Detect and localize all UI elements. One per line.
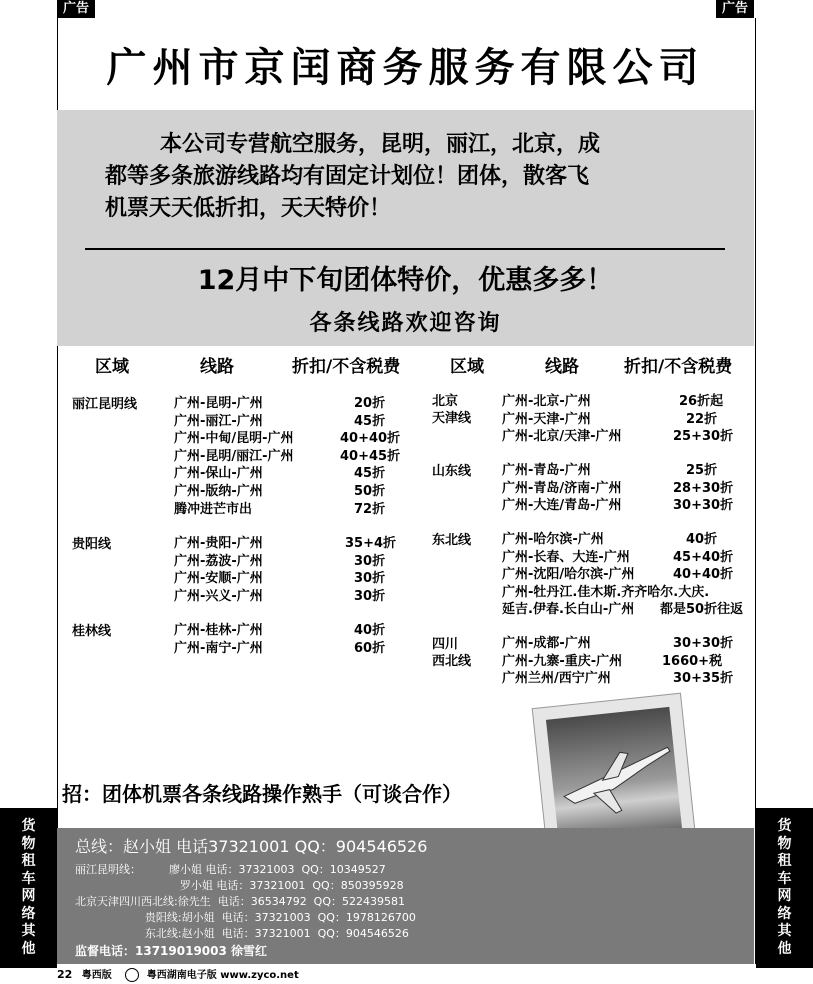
route-item: 广州-兴义-广州 — [174, 588, 263, 604]
route-item: 广州-大连/青岛-广州 — [502, 498, 622, 514]
route-price: 1660+税 — [662, 653, 723, 669]
side-char: 网 — [21, 888, 36, 904]
route-item: 广州-青岛-广州 — [502, 463, 591, 478]
intro-line-3: 机票天天低折扣，天天特价！ — [105, 195, 392, 221]
site-logo-icon — [125, 968, 139, 982]
side-char: 货 — [777, 818, 792, 834]
intro-line-2: 都等多条旅游线路均有固定计划位！团体，散客飞 — [105, 163, 590, 189]
route-price: 30折 — [354, 588, 386, 604]
side-char: 其 — [21, 923, 36, 939]
region-beijing: 北京 — [432, 394, 459, 409]
airplane-icon — [546, 707, 683, 847]
side-char: 车 — [21, 870, 36, 887]
route-item: 广州-成都-广州 — [502, 636, 591, 651]
route-item: 广州-贵阳-广州 — [174, 536, 263, 551]
page-number: 22 — [57, 968, 73, 981]
route-item: 延吉.伊春.长白山-广州 — [502, 602, 635, 618]
col-route-left: 线路 — [200, 357, 234, 377]
route-price: 50折 — [354, 484, 386, 499]
region-shandong: 山东线 — [432, 464, 472, 479]
route-item: 广州-哈尔滨-广州 — [502, 532, 604, 547]
route-item: 广州兰州/西宁广州 — [502, 671, 611, 687]
headline: 12月中下旬团体特价，优惠多多！ — [197, 265, 614, 296]
route-price: 30+30折 — [673, 498, 734, 514]
route-price: 40折 — [686, 532, 718, 547]
route-price: 20折 — [354, 396, 386, 411]
route-item: 广州-桂林-广州 — [174, 623, 263, 638]
region-guiyang: 贵阳线 — [72, 537, 112, 552]
footer — [57, 966, 299, 984]
intro-text — [105, 128, 725, 224]
section-name: 粤西版 — [81, 970, 112, 981]
route-item: 广州-九寨-重庆-广州 — [502, 653, 623, 669]
subheadline: 各条线路欢迎咨询 — [309, 310, 502, 336]
route-item: 广州-版纳-广州 — [174, 484, 263, 499]
col-region-left: 区域 — [95, 357, 129, 377]
route-price: 30+35折 — [673, 671, 734, 687]
route-item: 广州-丽江-广州 — [174, 413, 263, 429]
side-char: 其 — [777, 923, 792, 939]
route-price: 30折 — [354, 571, 386, 587]
route-price: 40+45折 — [340, 448, 401, 464]
route-item: 广州-青岛/济南-广州 — [502, 480, 622, 496]
region-guilin: 桂林线 — [72, 624, 112, 639]
side-char: 租 — [777, 853, 792, 869]
route-price: 45折 — [354, 413, 386, 429]
route-item: 广州-保山-广州 — [174, 466, 263, 482]
route-price: 60折 — [354, 640, 386, 656]
route-price: 40+40折 — [340, 431, 401, 447]
region-xibei: 西北线 — [432, 654, 472, 669]
side-label-left — [0, 808, 57, 968]
route-item: 腾冲进芒市出 — [174, 501, 253, 517]
contact-panel — [57, 828, 754, 964]
side-char: 车 — [777, 870, 792, 887]
recruit-text: 招：团体机票各条线路操作熟手（可谈合作） — [62, 782, 462, 806]
route-price: 25折 — [686, 463, 718, 478]
ad-badge-right: 广告 — [716, 0, 754, 18]
site-text: 粤西湖南电子版 www.zyco.net — [146, 970, 299, 981]
divider-rule — [85, 248, 725, 250]
side-char: 货 — [21, 818, 36, 834]
route-price: 26折起 — [679, 394, 724, 409]
company-name: 广州市京闰商务服务有限公司 — [106, 45, 705, 91]
airplane-photo-inner — [546, 707, 683, 847]
col-discount-right: 折扣/不含税费 — [624, 357, 733, 377]
contact-line: 东北线:赵小姐 电话：37321001 QQ：904546526 — [75, 927, 409, 940]
ad-badge-left: 广告 — [57, 0, 95, 18]
contact-line: 罗小姐 电话：37321001 QQ：850395928 — [75, 879, 404, 892]
side-char: 络 — [21, 905, 36, 922]
route-price: 45折 — [354, 466, 386, 482]
route-price: 22折 — [686, 411, 718, 427]
route-price: 72折 — [354, 501, 386, 517]
side-char: 租 — [21, 853, 36, 869]
supervise-phone: 监督电话：13719019003 徐雪红 — [75, 944, 268, 958]
contact-line: 丽江昆明线： 廖小姐 电话：37321003 QQ：10349527 — [75, 863, 386, 876]
route-item: 广州-昆明/丽江-广州 — [174, 448, 294, 464]
route-item: 广州-安顺-广州 — [174, 571, 263, 587]
route-price: 40折 — [354, 623, 386, 638]
route-item: 广州-中甸/昆明-广州 — [174, 431, 294, 447]
route-item: 广州-牡丹江.佳木斯.齐齐哈尔.大庆. — [502, 584, 710, 600]
side-char: 网 — [777, 888, 792, 904]
region-dongbei: 东北线 — [432, 533, 472, 548]
route-price: 40+40折 — [673, 567, 734, 583]
region-lijiang-kunming: 丽江昆明线 — [72, 397, 138, 412]
side-label-right — [756, 808, 813, 968]
route-price: 45+40折 — [673, 549, 734, 565]
contact-line: 北京天津四川西北线:徐先生 电话：36534792 QQ：522439581 — [75, 895, 405, 908]
intro-line-1: 本公司专营航空服务，昆明，丽江，北京，成 — [160, 131, 601, 157]
contact-total: 总线：赵小姐 电话37321001 QQ：904546526 — [75, 837, 428, 856]
route-item: 广州-天津-广州 — [502, 411, 591, 427]
route-item: 广州-南宁-广州 — [174, 640, 263, 656]
col-route-right: 线路 — [545, 357, 579, 377]
route-price: 28+30折 — [673, 480, 734, 496]
region-tianjin: 天津线 — [432, 411, 472, 426]
side-char: 物 — [21, 835, 36, 852]
route-item: 广州-沈阳/哈尔滨-广州 — [502, 567, 635, 583]
side-char: 他 — [777, 940, 792, 957]
contact-line: 贵阳线:胡小姐 电话：37321003 QQ：1978126700 — [75, 911, 416, 924]
route-item: 广州-北京/天津-广州 — [502, 429, 622, 445]
route-price: 25+30折 — [673, 429, 734, 445]
col-region-right: 区域 — [450, 357, 484, 377]
route-item: 广州-长春、大连-广州 — [502, 549, 630, 565]
route-item: 广州-荔波-广州 — [174, 553, 263, 569]
route-price: 30折 — [354, 553, 386, 569]
side-char: 他 — [21, 940, 36, 957]
side-char: 络 — [777, 905, 792, 922]
col-discount-left: 折扣/不含税费 — [292, 357, 401, 377]
route-item: 广州-昆明-广州 — [174, 396, 263, 411]
route-item: 广州-北京-广州 — [502, 394, 591, 409]
route-price: 30+30折 — [673, 636, 734, 651]
route-price: 35+4折 — [345, 536, 397, 551]
side-char: 物 — [777, 835, 792, 852]
region-sichuan: 四川 — [432, 637, 459, 652]
route-price: 都是50折往返 — [660, 602, 744, 618]
